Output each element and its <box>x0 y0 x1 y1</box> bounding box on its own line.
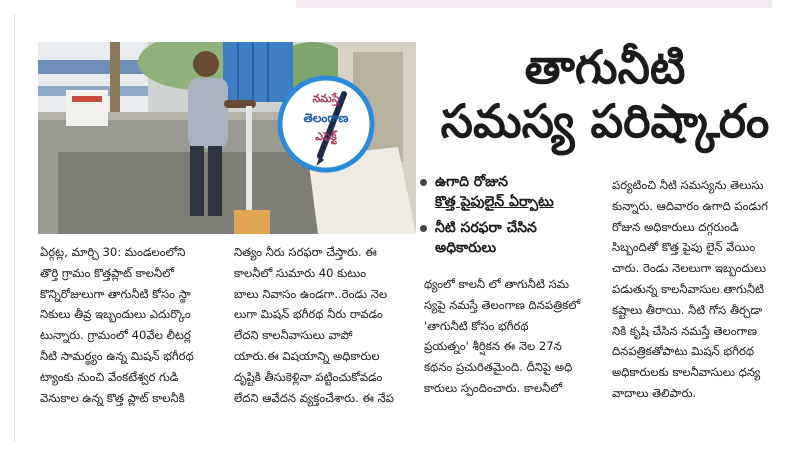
body-line: టున్నారు. గ్రామంలో 40వేల లీటర్ల <box>40 328 191 343</box>
body-line: స్యపై నమస్తే తెలంగాణ దినపత్రికలో <box>424 297 581 312</box>
logo-line2: తెలంగాణ <box>303 111 349 125</box>
logo-line3: ఎఫెక్ట్ <box>315 130 337 143</box>
bullet-dot-icon <box>420 179 427 186</box>
body-line: సిబ్బందితో కొత్త పైపు లైన్ వేయిం <box>612 240 756 255</box>
body-line: దినపత్రికతోపాటు మిషన్ భగీరథ <box>612 344 755 359</box>
body-line: చారు. రెండు నెలలుగా ఇబ్బందులు <box>612 261 766 276</box>
left-column-rule <box>14 14 15 442</box>
body-line: థ్యంలో కాలనీ లో తాగునీటి సమ <box>424 277 569 291</box>
body-line: లేదని ఆవేదన వ్యక్తంచేశారు. ఈ నేప <box>234 390 394 405</box>
body-line: కాలనీలో సుమారు 40 కుటుం <box>234 265 367 280</box>
bullet-line2: కొత్త పైపులైన్ ఏర్పాటు <box>435 194 554 210</box>
body-line: పడుతున్న కాలనీవాసుల తాగునీటి <box>612 281 764 296</box>
body-column-3 <box>424 274 580 399</box>
body-line: కారులు స్పందించారు. కాలనీలో <box>424 380 563 395</box>
body-line: లేదని కాలనీవాసులు వాపో <box>234 328 353 343</box>
body-line: వాదాలు తెలిపారు. <box>612 385 697 400</box>
body-line: కొన్నిరోజులుగా తాగునీటి కోసం స్థా <box>40 286 191 301</box>
highlight-bullets <box>420 172 600 264</box>
headline <box>420 40 790 148</box>
body-line: వెనుకాల ఉన్న కొత్త ప్లాట్ కాలనీకి <box>40 390 185 405</box>
top-color-strip <box>296 0 772 8</box>
logo-line1: నమస్తే <box>312 92 340 105</box>
body-column-1 <box>40 242 194 408</box>
body-line: అధికారులకు కాలనీవాసులు ధన్య <box>612 365 761 380</box>
body-line: రోజున అధికారులు దగ్గరుండి <box>612 219 739 234</box>
headline-line2: సమస్య పరిష్కారం <box>440 94 770 148</box>
body-line: 'తాగునీటి కోసం భగీరథ <box>424 318 529 333</box>
bullet-line1: నీటి సరఫరా చేసిన <box>435 220 537 236</box>
body-line: కథనం ప్రచురితమైంది. దీనిపై అధి <box>424 360 573 375</box>
body-line: ట్యాంకు నుంచి వేంకటేశ్వర గుడి <box>40 369 179 384</box>
body-line: బాలు నివాసం ఉండగా..రెండు నెల <box>234 286 388 301</box>
body-line: తొర్తి గ్రామం కొత్తప్లాట్ కాలనీలో <box>40 265 175 280</box>
bullet-line2: అధికారులు <box>435 240 497 256</box>
bullet-item <box>420 172 600 212</box>
body-column-4 <box>612 175 768 404</box>
bullet-dot-icon <box>420 225 427 232</box>
body-line: పర్యటించి నీటి సమస్యను తెలుసు <box>612 178 764 192</box>
body-column-2 <box>234 242 394 408</box>
body-line: నిత్యం నీరు సరఫరా చేస్తారు. ఈ <box>234 245 377 259</box>
body-line: నికులు తీవ్ర ఇబ్బందులు ఎదుర్కొం <box>40 307 191 322</box>
body-line: కష్టాలు తీరాయి. నీటి గోస తీర్చడా <box>612 302 763 317</box>
body-line: యారు.ఈ విషయాన్ని అధికారుల <box>234 348 380 363</box>
namaste-telangana-effect-logo <box>276 74 376 174</box>
body-line: ప్రయత్నం' శీర్షికన ఈ నెల 27న <box>424 339 562 354</box>
body-line: దృష్టికి తీసుకెళ్లినా పట్టించుకోవడం <box>234 369 383 384</box>
body-line: నీటి సామర్థ్యం ఉన్న మిషన్ భగీరథ <box>40 348 194 363</box>
body-line: ఏర్గట్ల, మార్చి 30: మండలంలోని <box>40 245 186 259</box>
bullet-item <box>420 218 600 258</box>
body-line: కున్నారు. ఆదివారం ఉగాది పండుగ <box>612 198 768 213</box>
body-line: నికి కృషి చేసిన నమస్తే తెలంగాణ <box>612 323 757 338</box>
bullet-line1: ఉగాది రోజున <box>435 174 509 190</box>
body-line: లుగా మిషన్ భగీరథ నీరు రావడం <box>234 307 383 322</box>
headline-line1: తాగునీటి <box>524 40 686 94</box>
